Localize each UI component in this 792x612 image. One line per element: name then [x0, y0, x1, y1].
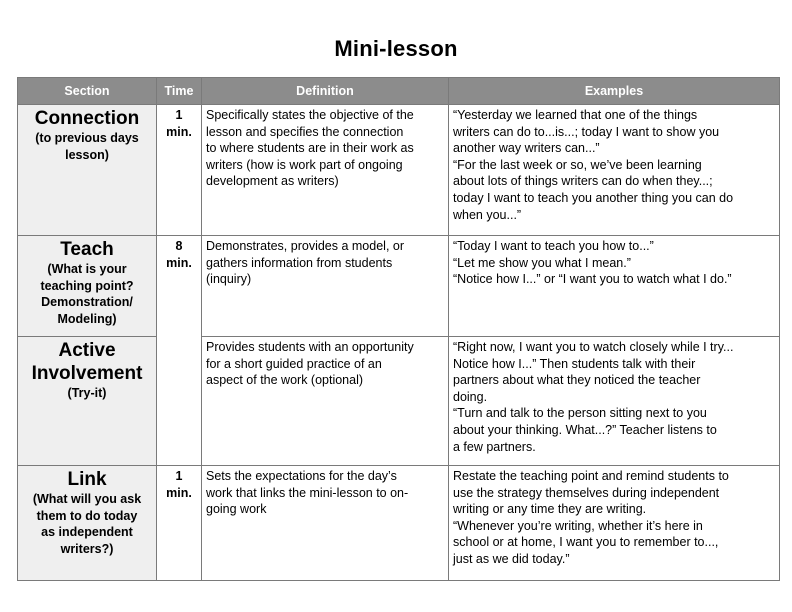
- table-row-teach: [18, 236, 780, 337]
- examples-cell: [449, 337, 780, 466]
- section-name: Active Involvement: [31, 340, 143, 384]
- section-subtitle: (Try-it): [67, 386, 107, 400]
- time-cell: [157, 236, 202, 466]
- table-row-connection: [18, 105, 780, 236]
- section-subtitle: (What will you ask them to do today as independent writers?): [32, 492, 142, 556]
- definition-text: Provides students with an opportunity for a short guided practice of an aspect of the work (optional): [206, 340, 414, 388]
- examples-cell: [449, 466, 780, 581]
- examples-text: Restate the teaching point and remind students to use the strategy themselves during independent writing or any time they are writing. “Whenever you’re writing, whether it’s here in school or at home, I want you to remember to..., just as we did today.”: [453, 469, 729, 566]
- examples-text: “Right now, I want you to watch closely while I try... Notice how I...” Then students talk with their partners about what they noticed the teacher doing. “Turn and talk to the person sitting next to you about your thinking. What...?” Teacher listens to a few partners.: [453, 340, 734, 454]
- definition-cell: [202, 236, 449, 337]
- time-value: 1 min.: [166, 469, 192, 500]
- section-name: Teach: [60, 239, 114, 260]
- section-subtitle: (What is your teaching point? Demonstration/ Modeling): [40, 262, 134, 326]
- section-cell: [18, 466, 157, 581]
- definition-text: Specifically states the objective of the lesson and specifies the connection to where students are in their work as writers (how is work part of ongoing development as writers): [206, 108, 414, 189]
- section-cell: [18, 236, 157, 337]
- definition-cell: [202, 337, 449, 466]
- page-title: Mini-lesson: [334, 36, 458, 61]
- section-name: Connection: [34, 108, 140, 129]
- time-cell: [157, 105, 202, 236]
- section-cell: [18, 337, 157, 466]
- time-value: 8 min.: [166, 239, 192, 270]
- examples-text: “Yesterday we learned that one of the things writers can do to...is...; today I want to show you another way writers can...” “For the last week or so, we’ve been learning about lots of things writers can do when they...; today I want to teach you another thing you can do when you...”: [453, 108, 734, 222]
- definition-text: Sets the expectations for the day’s work that links the mini-lesson to on- going work: [206, 469, 409, 517]
- table-header-row: [18, 78, 780, 105]
- definition-cell: [202, 466, 449, 581]
- mini-lesson-table: [17, 77, 780, 581]
- examples-cell: [449, 236, 780, 337]
- examples-cell: [449, 105, 780, 236]
- time-cell: [157, 466, 202, 581]
- section-cell: [18, 105, 157, 236]
- table-row-link: [18, 466, 780, 581]
- time-value: 1 min.: [166, 108, 192, 139]
- section-name: Link: [67, 469, 107, 490]
- definition-text: Demonstrates, provides a model, or gathers information from students (inquiry): [206, 239, 405, 287]
- header-section: Section: [18, 78, 157, 105]
- examples-text: “Today I want to teach you how to...” “Let me show you what I mean.” “Notice how I...” or “I want you to watch what I do.”: [453, 239, 732, 287]
- table-row-active-involvement: [18, 337, 780, 466]
- section-subtitle: (to previous days lesson): [35, 131, 139, 162]
- header-examples: Examples: [449, 78, 780, 105]
- definition-cell: [202, 105, 449, 236]
- header-time: Time: [157, 78, 202, 105]
- header-definition: Definition: [202, 78, 449, 105]
